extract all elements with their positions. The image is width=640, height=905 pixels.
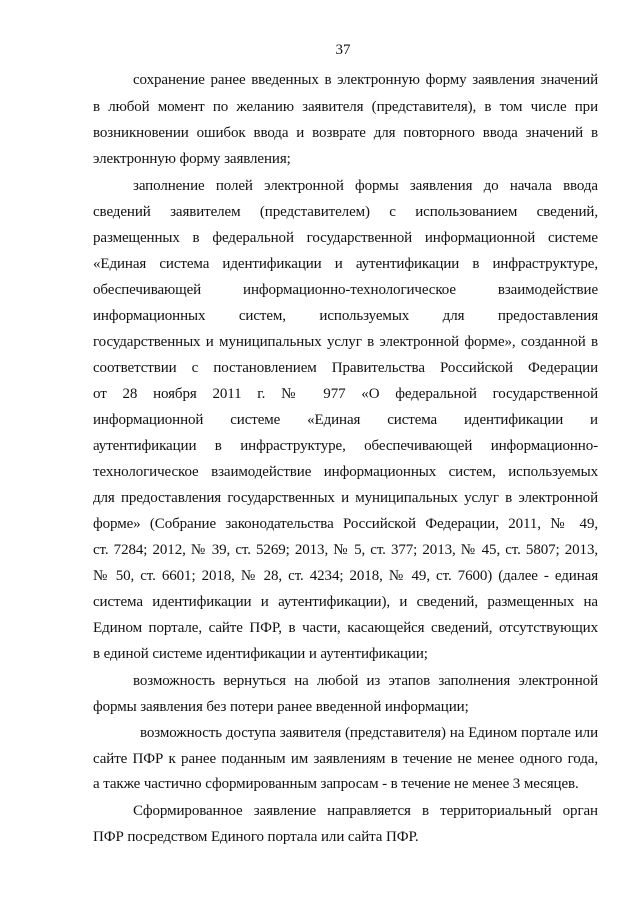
page-number: 37 [335,42,351,58]
text-line: возможность вернуться на любой из этапов заполнения электронной [133,673,598,689]
text-line: система идентификации и аутентификации), и сведений, размещенных на [93,594,598,610]
text-line: размещенных в федеральной государственной информационной системе [93,230,598,246]
text-line: соответствии с постановлением Правительства Российской Федерации [93,360,598,376]
text-line: возможность доступа заявителя (представителя) на Едином портале или [140,725,598,741]
text-line: Сформированное заявление направляется в территориальный орган [133,803,598,819]
text-line: для предоставления государственных и муниципальных услуг в электронной [93,490,598,506]
text-line: заполнение полей электронной формы заявления до начала ввода [133,178,598,194]
text-line: информационной системе «Единая система идентификации и [93,412,598,428]
text-line: государственных и муниципальных услуг в электронной форме», созданной в [93,334,598,350]
text-line: а также частично сформированным запросам - в течение не менее 3 месяцев. [93,776,579,792]
text-line: в единой системе идентификации и аутентификации; [93,646,428,662]
text-line: сведений заявителем (представителем) с использованием сведений, [93,204,598,220]
text-line: информационных систем, используемых для предоставления [93,308,598,324]
text-line: аутентификации в инфраструктуре, обеспечивающей информационно- [93,438,598,454]
text-line: обеспечивающей информационно-технологическое взаимодействие [93,282,598,298]
text-line: технологическое взаимодействие информационных систем, используемых [93,464,598,480]
text-line: формы заявления без потери ранее введенной информации; [93,699,469,715]
text-line: электронную форму заявления; [93,151,291,167]
text-line: ст. 7284; 2012, № 39, ст. 5269; 2013, № 5, ст. 377; 2013, № 45, ст. 5807; 2013, [93,542,598,558]
text-line: сайте ПФР к ранее поданным им заявлениям в течение не менее одного года, [93,751,598,767]
text-line: от 28 ноября 2011 г. № 977 «О федеральной государственной [93,386,598,402]
text-line: «Единая система идентификации и аутентификации в инфраструктуре, [93,256,598,272]
text-line: ПФР посредством Единого портала или сайта ПФР. [93,829,419,845]
text-line: возникновении ошибок ввода и возврате для повторного ввода значений в [93,125,598,141]
text-line: форме» (Собрание законодательства Российской Федерации, 2011, № 49, [93,516,598,532]
text-line: в любой момент по желанию заявителя (представителя), в том числе при [93,99,598,115]
text-line: № 50, ст. 6601; 2018, № 28, ст. 4234; 2018, № 49, ст. 7600) (далее - единая [93,568,598,584]
text-line: Едином портале, сайте ПФР, в части, касающейся сведений, отсутствующих [93,620,598,636]
text-line: сохранение ранее введенных в электронную форму заявления значений [133,72,598,88]
